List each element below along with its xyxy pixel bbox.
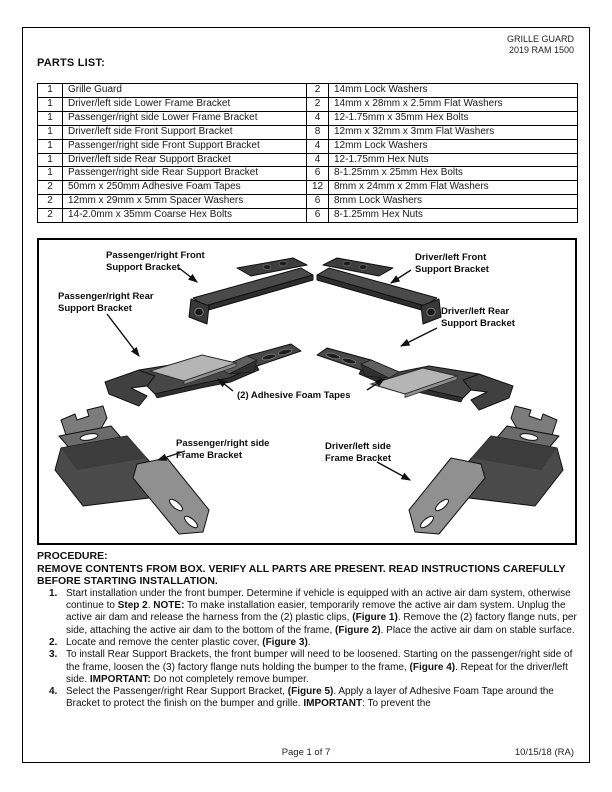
desc-cell: Passenger/right side Front Support Bracket — [63, 139, 307, 153]
qty-cell: 6 — [307, 195, 329, 209]
doc-header — [507, 34, 574, 56]
qty-cell: 12 — [307, 181, 329, 195]
step-item — [37, 686, 578, 711]
desc-cell: Driver/left side Rear Support Bracket — [63, 153, 307, 167]
procedure-title: PROCEDURE: — [37, 550, 108, 562]
label-driver-left-rear-support-bracket: Driver/left Rear Support Bracket — [441, 306, 515, 329]
qty-cell: 4 — [307, 111, 329, 125]
qty-cell: 1 — [38, 111, 63, 125]
arrow-pointer — [377, 462, 410, 480]
table-row — [38, 181, 578, 195]
label-adhesive-foam-tapes: (2) Adhesive Foam Tapes — [237, 390, 351, 401]
table-row — [38, 209, 578, 223]
step-item — [37, 649, 578, 686]
parts-table — [37, 83, 578, 223]
step-text: Start installation under the front bumper. Determine if vehicle is equipped with an active air dam system, otherwise continue to Step 2. NOTE: To make installation easier, temporarily remove the active air dam system. Unplug the active air dam and release the harness from the (2) plastic clips, (Figure 1). Remove the (2) factory flange nuts, per side, attaching the active air dam to the bottom of the frame, (Figure 2). Place the active air dam on stable surface. — [66, 587, 577, 636]
label-passenger-right-front-support-bracket: Passenger/right Front Support Bracket — [106, 250, 205, 273]
table-row — [38, 153, 578, 167]
front-support-bracket-passenger-illustration — [189, 258, 313, 324]
desc-cell: 8mm x 24mm x 2mm Flat Washers — [329, 181, 578, 195]
desc-cell: 12-1.75mm x 35mm Hex Bolts — [329, 111, 578, 125]
step-number: 2. — [49, 636, 58, 648]
qty-cell: 1 — [38, 97, 63, 111]
qty-cell: 8 — [307, 125, 329, 139]
step-number: 4. — [49, 686, 58, 698]
step-text: Locate and remove the center plastic cover, (Figure 3). — [66, 636, 311, 648]
table-row — [38, 111, 578, 125]
doc-subtitle: 2019 RAM 1500 — [508, 45, 574, 55]
table-row — [38, 125, 578, 139]
label-driver-left-front-support-bracket: Driver/left Front Support Bracket — [415, 252, 489, 275]
step-text: Select the Passenger/right Rear Support Bracket, (Figure 5). Apply a layer of Adhesive Foam Tape around the Bracket to protect the finish on the bumper and grille. IMPORTANT: To prevent the — [66, 686, 554, 710]
qty-cell: 4 — [307, 139, 329, 153]
qty-cell: 1 — [38, 139, 63, 153]
desc-cell: 14mm x 28mm x 2.5mm Flat Washers — [329, 97, 578, 111]
footer-date: 10/15/18 (RA) — [514, 747, 574, 758]
qty-cell: 4 — [307, 153, 329, 167]
table-row — [38, 139, 578, 153]
step-number: 3. — [49, 649, 58, 661]
desc-cell: Passenger/right side Rear Support Bracket — [63, 167, 307, 181]
doc-title: GRILLE GUARD — [506, 34, 574, 44]
parts-diagram — [37, 238, 577, 545]
procedure-section — [37, 550, 578, 711]
parts-list-title: PARTS LIST: — [37, 57, 105, 69]
arrow-pointer — [391, 270, 411, 283]
table-row — [38, 97, 578, 111]
arrow-pointer — [401, 328, 437, 346]
qty-cell: 6 — [307, 209, 329, 223]
step-item — [37, 637, 578, 649]
qty-cell: 2 — [307, 84, 329, 98]
desc-cell: 14-2.0mm x 35mm Coarse Hex Bolts — [63, 209, 307, 223]
qty-cell: 1 — [38, 84, 63, 98]
step-text: To install Rear Support Brackets, the front bumper will need to be loosened. Starting on the passenger/right side of the frame, loosen the (3) factory flange nuts holding the bumper to the frame, (Figure 4). Repeat for the driver/left side. IMPORTANT: Do not completely remove bumper. — [66, 649, 573, 685]
desc-cell: Driver/left side Lower Frame Bracket — [63, 97, 307, 111]
desc-cell: 8mm Lock Washers — [329, 195, 578, 209]
desc-cell: Grille Guard — [63, 84, 307, 98]
qty-cell: 2 — [38, 195, 63, 209]
table-row — [38, 167, 578, 181]
desc-cell: 50mm x 250mm Adhesive Foam Tapes — [63, 181, 307, 195]
qty-cell: 2 — [307, 97, 329, 111]
desc-cell: 12mm Lock Washers — [329, 139, 578, 153]
desc-cell: 8-1.25mm x 25mm Hex Bolts — [329, 167, 578, 181]
procedure-steps — [37, 588, 578, 711]
desc-cell: Passenger/right side Lower Frame Bracket — [63, 111, 307, 125]
label-passenger-right-frame-bracket: Passenger/right side Frame Bracket — [176, 438, 270, 461]
qty-cell: 1 — [38, 153, 63, 167]
qty-cell: 6 — [307, 167, 329, 181]
label-passenger-right-rear-support-bracket: Passenger/right Rear Support Bracket — [58, 291, 154, 314]
qty-cell: 1 — [38, 167, 63, 181]
desc-cell: 12mm x 32mm x 3mm Flat Washers — [329, 125, 578, 139]
page-border — [22, 27, 590, 763]
desc-cell: Driver/left side Front Support Bracket — [63, 125, 307, 139]
step-item — [37, 588, 578, 637]
frame-bracket-passenger-illustration — [55, 406, 209, 534]
arrow-pointer — [179, 268, 197, 282]
desc-cell: 12mm x 29mm x 5mm Spacer Washers — [63, 195, 307, 209]
label-driver-left-frame-bracket: Driver/left side Frame Bracket — [325, 441, 392, 464]
qty-cell: 2 — [38, 181, 63, 195]
table-row — [38, 195, 578, 209]
qty-cell: 1 — [38, 125, 63, 139]
procedure-warning: REMOVE CONTENTS FROM BOX. VERIFY ALL PARTS ARE PRESENT. READ INSTRUCTIONS CAREFULLY BEFORE STARTING INSTALLATION. — [37, 562, 566, 588]
arrow-pointer — [107, 314, 139, 356]
frame-bracket-driver-illustration — [409, 406, 563, 534]
table-row — [38, 84, 578, 98]
step-number: 1. — [49, 587, 58, 599]
qty-cell: 2 — [38, 209, 63, 223]
desc-cell: 12-1.75mm Hex Nuts — [329, 153, 578, 167]
desc-cell: 8-1.25mm Hex Nuts — [329, 209, 578, 223]
footer-page-number: Page 1 of 7 — [281, 747, 331, 758]
desc-cell: 14mm Lock Washers — [329, 84, 578, 98]
